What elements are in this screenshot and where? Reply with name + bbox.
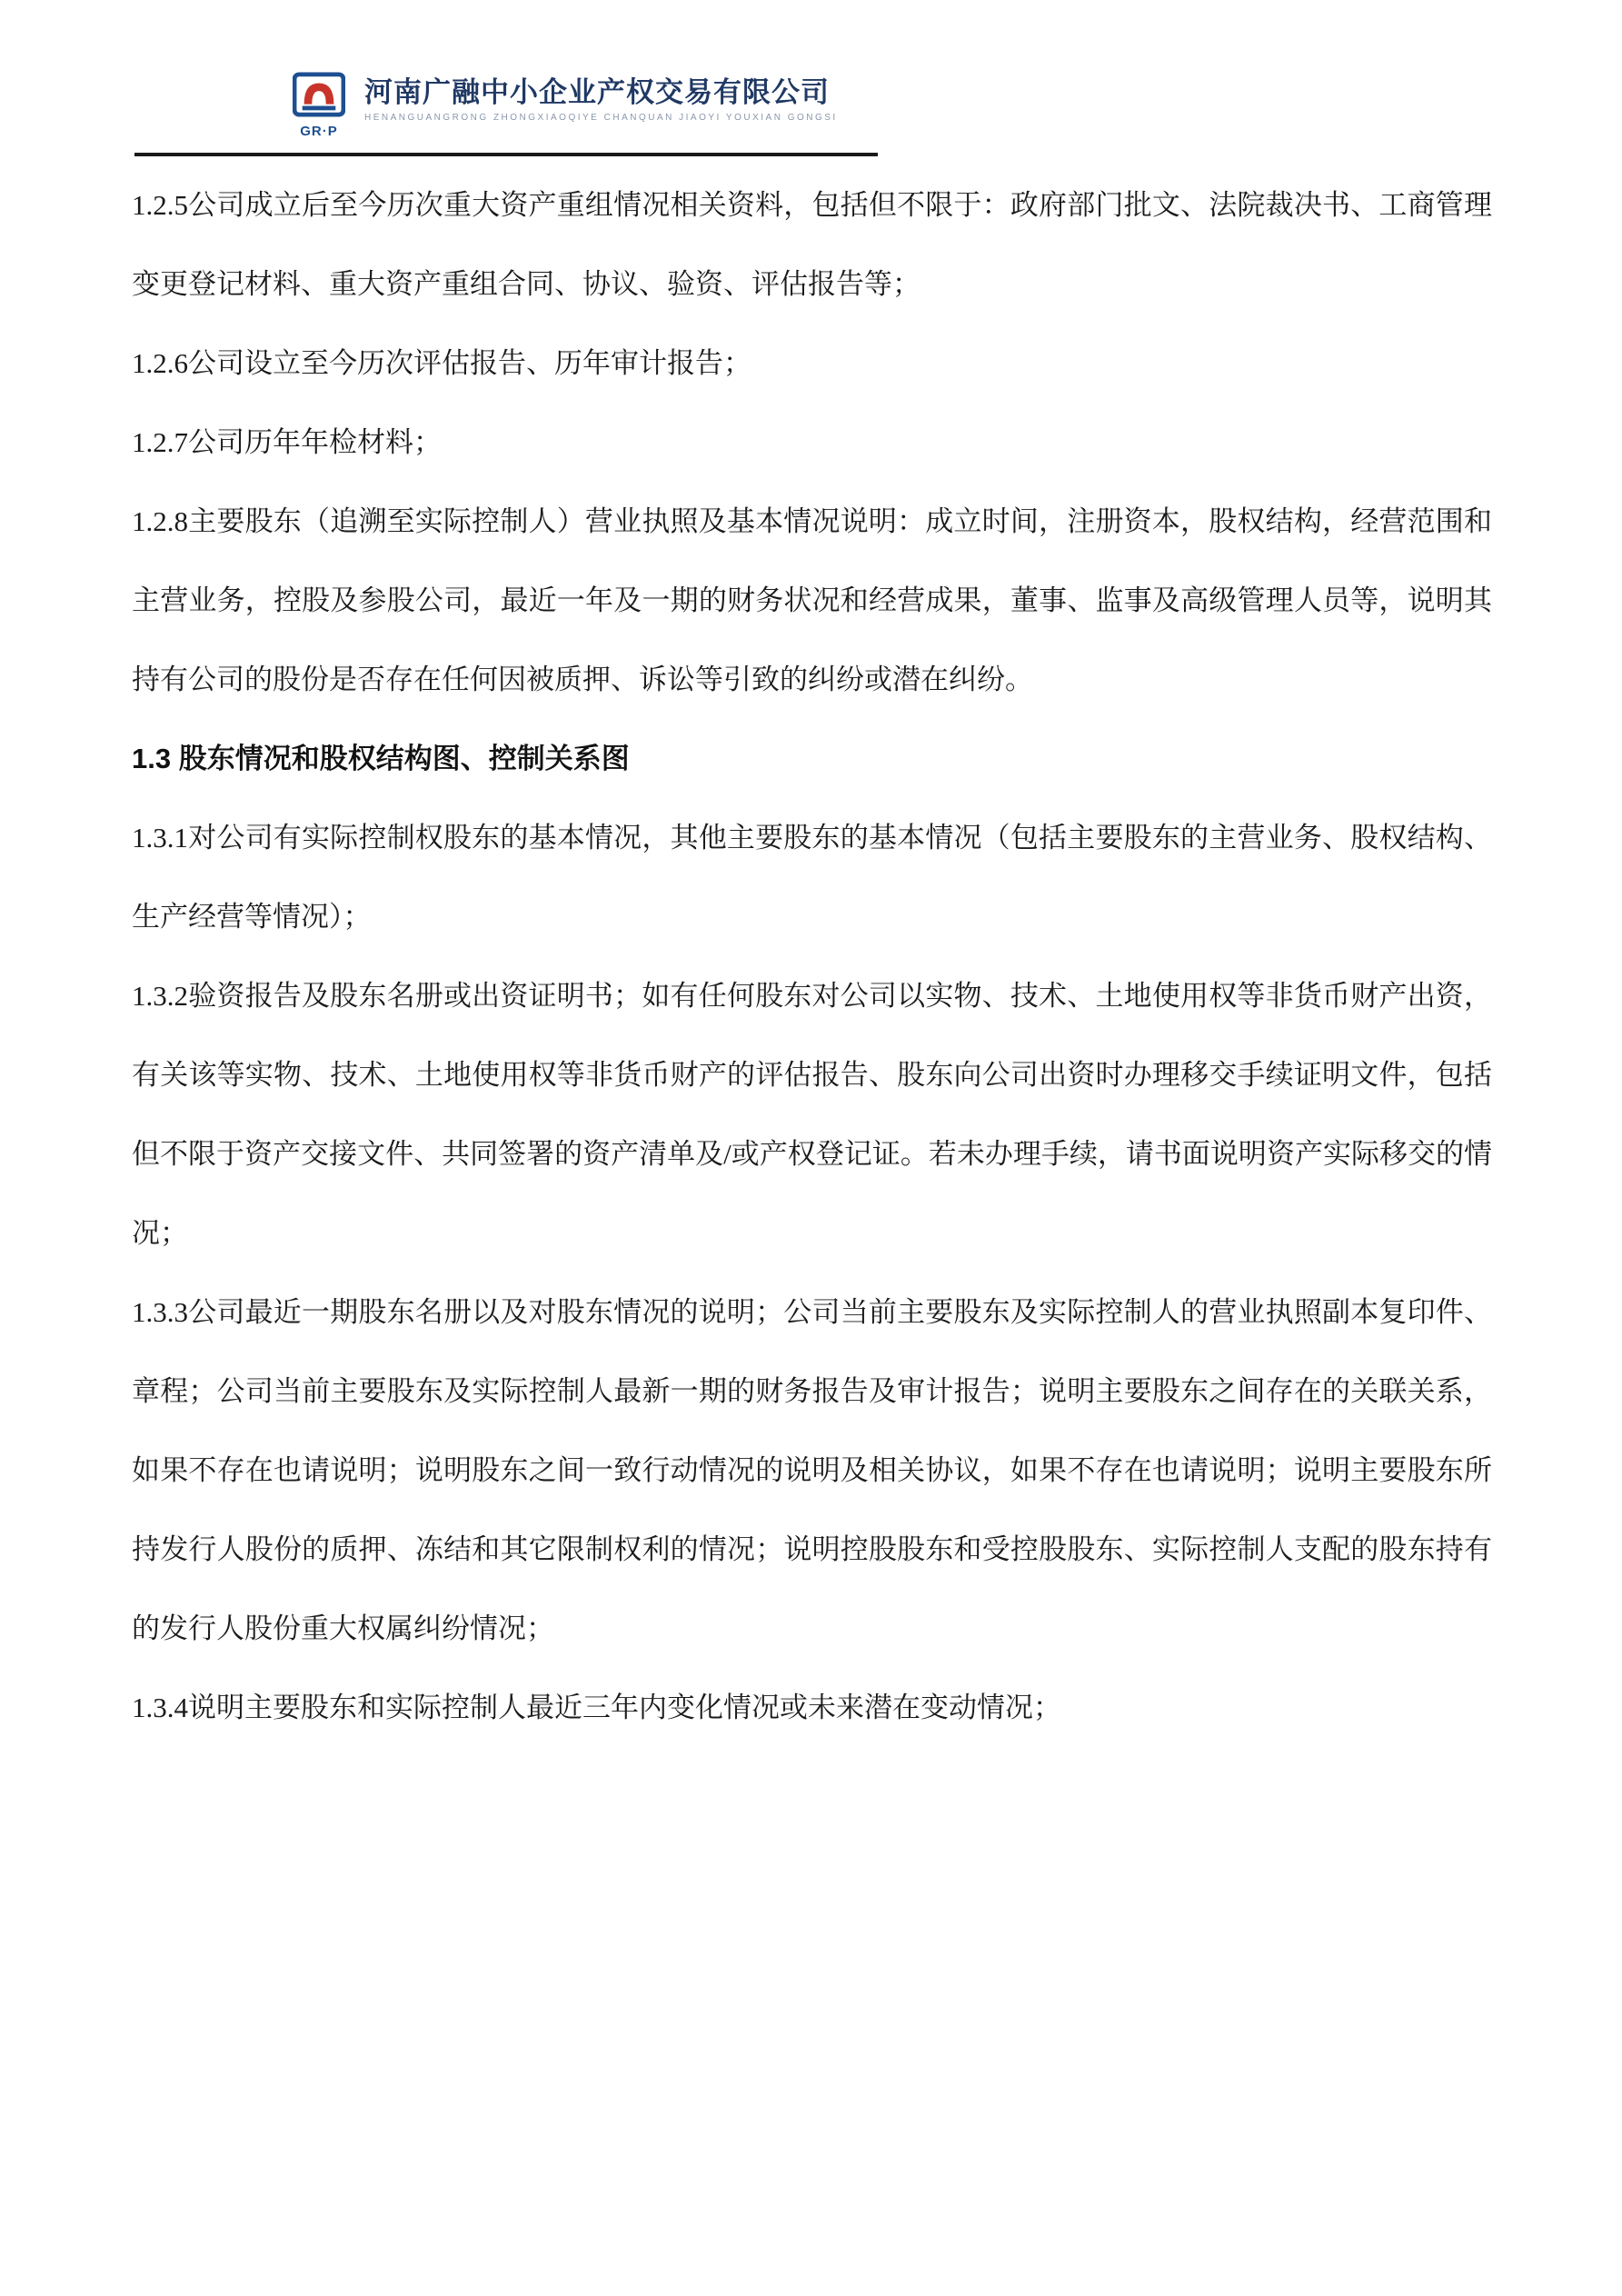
paragraph-1-2-6: 1.2.6公司设立至今历次评估报告、历年审计报告； (132, 347, 751, 379)
document-body (132, 165, 1492, 1747)
logo-monogram: GR·P (300, 124, 338, 139)
company-subtext: HENANGUANGRONG ZHONGXIAOQIYE CHANQUAN JIAOYI YOUXIAN GONGSI (364, 112, 838, 123)
section-heading-1-3: 1.3 股东情况和股权结构图、控制关系图 (132, 743, 630, 774)
company-name: 河南广融中小企业产权交易有限公司 (364, 76, 830, 108)
header-divider (134, 153, 878, 156)
letterhead (286, 71, 838, 139)
paragraph-1-3-1: 1.3.1对公司有实际控制权股东的基本情况，其他主要股东的基本情况（包括主要股东的主营业务、股权结构、生产经营等情况）； (132, 822, 1492, 933)
paragraph-1-2-8: 1.2.8主要股东（追溯至实际控制人）营业执照及基本情况说明：成立时间，注册资本，股权结构，经营范围和主营业务，控股及参股公司，最近一年及一期的财务状况和经营成果，董事、监事及高级管理人员等，说明其持有公司的股份是否存在任何因被质押、诉讼等引致的纠纷或潜在纠纷。 (132, 505, 1492, 695)
paragraph-1-3-4: 1.3.4说明主要股东和实际控制人最近三年内变化情况或未来潜在变动情况； (132, 1692, 1061, 1723)
company-name-block (364, 71, 838, 123)
company-emblem-icon (293, 71, 345, 118)
paragraph-1-3-3: 1.3.3公司最近一期股东名册以及对股东情况的说明；公司当前主要股东及实际控制人的营业执照副本复印件、章程；公司当前主要股东及实际控制人最新一期的财务报告及审计报告；说明主要股东之间存在的关联关系，如果不存在也请说明；说明股东之间一致行动情况的说明及相关协议，如果不存在也请说明；说明主要股东所持发行人股份的质押、冻结和其它限制权利的情况；说明控股股东和受控股股东、实际控制人支配的股东持有的发行人股份重大权属纠纷情况； (132, 1296, 1492, 1644)
company-logo (286, 71, 352, 139)
paragraph-1-2-7: 1.2.7公司历年年检材料； (132, 426, 442, 458)
paragraph-1-2-5: 1.2.5公司成立后至今历次重大资产重组情况相关资料，包括但不限于：政府部门批文、法院裁决书、工商管理变更登记材料、重大资产重组合同、协议、验资、评估报告等； (132, 189, 1492, 300)
paragraph-1-3-2: 1.3.2验资报告及股东名册或出资证明书；如有任何股东对公司以实物、技术、土地使用权等非货币财产出资，有关该等实物、技术、土地使用权等非货币财产的评估报告、股东向公司出资时办理移交手续证明文件，包括但不限于资产交接文件、共同签署的资产清单及/或产权登记证。若未办理手续，请书面说明资产实际移交的情况； (132, 980, 1492, 1249)
